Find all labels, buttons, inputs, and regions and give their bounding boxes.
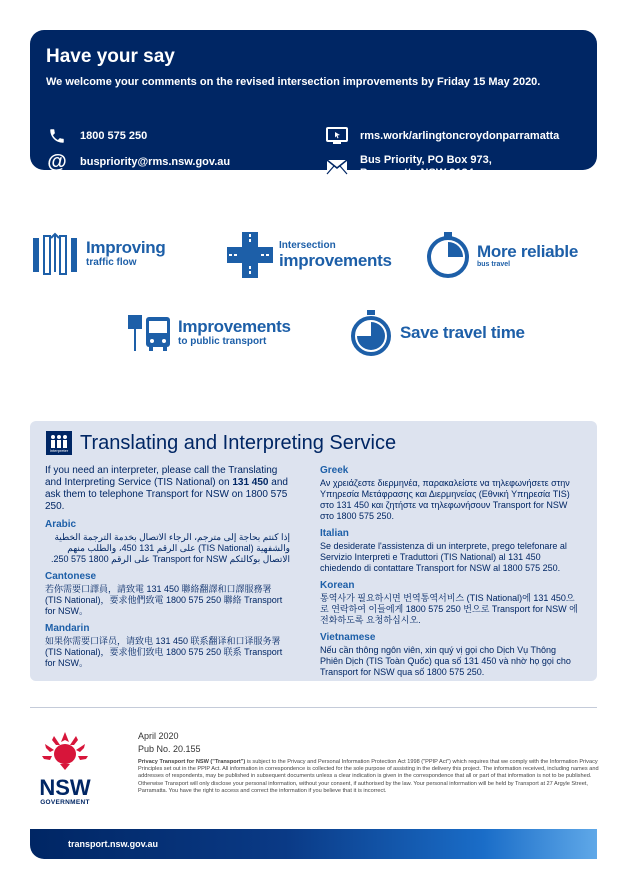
- footer-url-link[interactable]: transport.nsw.gov.au: [68, 839, 159, 849]
- benefit-1-title: Improving: [86, 238, 166, 257]
- have-your-say-panel: [30, 30, 597, 179]
- interpreter-logo-icon: [46, 431, 72, 455]
- intersection-icon: [227, 232, 273, 278]
- have-your-say-title: Have your say: [46, 46, 175, 67]
- phone-contact[interactable]: [46, 125, 147, 147]
- publication-number: Pub No. 20.155: [138, 744, 201, 754]
- tis-panel: [30, 421, 597, 681]
- postal-line-2: Parramatta NSW 2124: [360, 167, 474, 179]
- benefit-traffic-flow: [30, 232, 165, 276]
- benefit-5-title: Save travel time: [400, 323, 525, 342]
- government-wordmark: GOVERNMENT: [40, 799, 90, 806]
- timer-icon: [350, 310, 392, 356]
- benefit-3-subtitle: bus travel: [477, 260, 511, 268]
- tis-right-column: [320, 465, 580, 678]
- website-contact[interactable]: [326, 125, 559, 147]
- italian-label: Italian: [320, 528, 349, 539]
- tis-left-column: [45, 465, 290, 669]
- vietnamese-text: Nếu cần thông ngôn viên, xin quý vị gọi cho Dịch Vụ Thông Phiên Dịch (TIS Toàn Quốc) qua số 131 450 và nhờ họ gọi cho Transport for NSW qua số 1800 575 250.: [320, 645, 571, 677]
- interpreter-logo-text: Interpreter: [49, 447, 69, 453]
- phone-number: 1800 575 250: [80, 130, 148, 142]
- publication-date: April 2020: [138, 731, 179, 741]
- benefit-1-subtitle: traffic flow: [86, 257, 137, 268]
- greek-text: Αν χρειάζεστε διερμηνέα, παρακαλείστε να τηλεφωνήσετε στην Υπηρεσία Μετάφρασης και Διερμηνείας (Εθνική Υπηρεσία TIS) στο 131 450 και ζητήστε να τηλεφωνήσουν Transport for NSW στο 1800 575 250.: [320, 478, 570, 521]
- at-sign-icon: @: [47, 150, 67, 173]
- bus-stop-icon: [126, 313, 174, 353]
- envelope-icon: [326, 156, 348, 178]
- footer-bar: [30, 829, 597, 859]
- traffic-lanes-icon: [30, 232, 80, 276]
- phone-icon: [46, 125, 68, 147]
- benefit-reliable-bus: [425, 232, 578, 278]
- privacy-statement: Privacy Transport for NSW ("Transport") is subject to the Privacy and Personal Information Protection Act 1998 ("PPIP Act") which requires that we comply with the Information Privacy Principles set out in the PPIP Act. All information in correspondence is collected for the sole purpose of assisting in the delivery this project. The information received, including names and addresses of respondents, may be published in subsequent documents unless a clear indication is given in the correspondence that all or part of that information is not to be published. Otherwise Transport will only disclose your personal information, without your consent, if authorised by the law. Your personal information will be held by Transport at 27 Argyle Street, Parramatta. You have the right to access and correct the information if you believe that it is incorrect.: [138, 759, 599, 794]
- tis-title: Translating and Interpreting Service: [80, 431, 397, 454]
- cantonese-text: 若你需要口譯員，請致電 131 450 聯絡翻譯和口譯服務署 (TIS National)，要求他們致電 1800 575 250 聯絡 Transport for NSW。: [45, 584, 283, 616]
- footer-divider: [30, 707, 597, 708]
- tis-intro: If you need an interpreter, please call the Translating and Interpreting Service (TIS National) on 131 450 and ask them to telephone Transport for NSW on 1800 575 250.: [45, 465, 288, 512]
- benefit-2-title: improvements: [279, 251, 392, 270]
- nsw-government-logo: [30, 728, 100, 806]
- benefit-public-transport: [126, 313, 291, 353]
- mandarin-text: 如果你需要口译员，请致电 131 450 联系翻译和口译服务署 (TIS National)，要求他们致电 1800 575 250 联系 Transport for NSW。: [45, 636, 283, 668]
- computer-icon: [326, 125, 348, 147]
- benefit-intersection: [227, 232, 392, 278]
- benefit-4-title: Improvements: [178, 317, 291, 336]
- benefit-3-title: More reliable: [477, 241, 578, 261]
- have-your-say-subtitle: We welcome your comments on the revised intersection improvements by Friday 15 May 2020.: [46, 76, 541, 88]
- benefit-save-time: [350, 310, 525, 356]
- arabic-text: إذا كنتم بحاجة إلى مترجم، الرجاء الاتصال بخدمة الترجمة الخطية والشفهية (TIS National) على الرقم 131 450، والطلب منهم الاتصال بوكالتكم Transport for NSW على الرقم 1800 575 250.: [50, 532, 290, 564]
- vietnamese-label: Vietnamese: [320, 632, 376, 643]
- email-address: buspriority@rms.nsw.gov.au: [80, 156, 231, 168]
- cantonese-label: Cantonese: [45, 571, 97, 582]
- mandarin-label: Mandarin: [45, 623, 90, 634]
- postal-line-1: Bus Priority, PO Box 973,: [360, 154, 492, 166]
- benefit-4-subtitle: to public transport: [178, 336, 267, 347]
- benefit-2-subtitle: Intersection: [279, 240, 336, 251]
- greek-label: Greek: [320, 465, 349, 476]
- website-link: rms.work/arlingtoncroydonparramatta: [360, 130, 560, 142]
- italian-text: Se desiderate l'assistenza di un interprete, prego telefonare al Servizio Interpreti e Traduttori (TIS National) al 131 450 chiedendo di contattare Transport for NSW al 1800 575 250.: [320, 541, 567, 573]
- korean-label: Korean: [320, 580, 355, 591]
- arabic-label: Arabic: [45, 519, 77, 530]
- waratah-icon: [30, 728, 100, 772]
- publication-meta: [138, 730, 201, 756]
- nsw-wordmark: NSW: [39, 775, 91, 800]
- postal-contact: [326, 154, 492, 180]
- stopwatch-icon: [425, 232, 471, 278]
- email-contact[interactable]: [46, 151, 230, 173]
- korean-text: 통역사가 필요하시면 번역통역서비스 (TIS National)에 131 450으로 연락하여 이들에게 1800 575 250 번으로 Transport for NSW 에 전화하도록 요청하십시오.: [320, 593, 578, 625]
